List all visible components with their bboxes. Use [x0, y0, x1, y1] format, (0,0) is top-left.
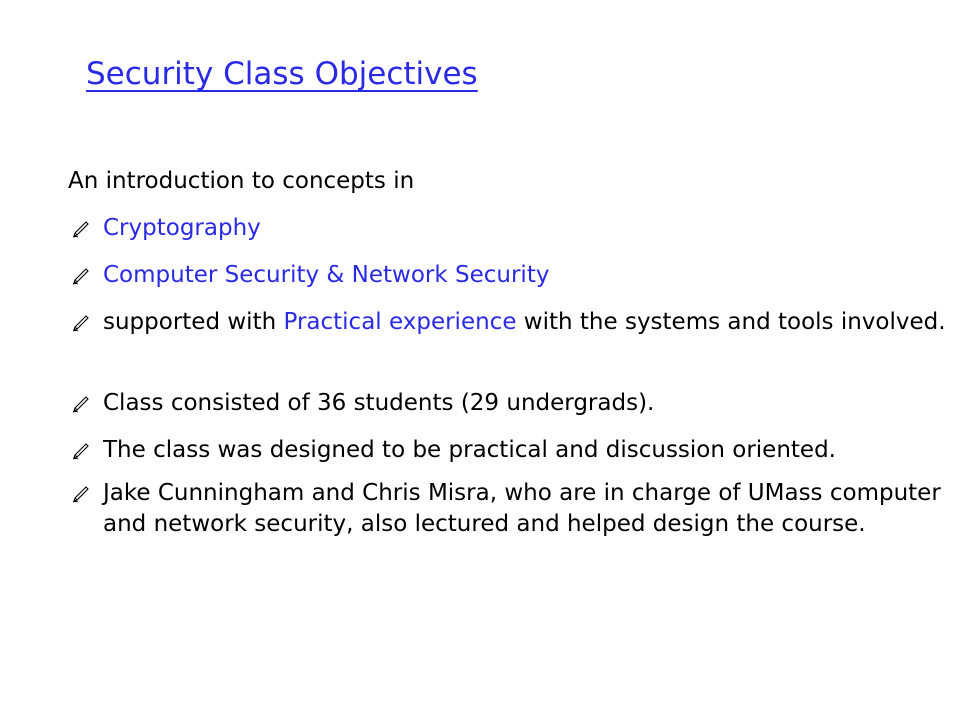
pen-writing-icon — [72, 267, 90, 285]
intro-text: An introduction to concepts in — [68, 168, 415, 194]
bullet-list — [68, 213, 948, 540]
pen-writing-icon — [72, 220, 90, 238]
pen-writing-icon — [72, 442, 90, 460]
bullet-text-lecturers: Jake Cunningham and Chris Misra, who are in charge of UMass computer and network security, also lectured and helped design the course. — [103, 480, 941, 537]
bullet-text-cryptography: Cryptography — [103, 215, 261, 241]
slide-title: Security Class Objectives — [86, 56, 478, 92]
slide-body — [68, 166, 948, 540]
pen-writing-icon — [72, 314, 90, 332]
bullet-text-computer-network-security: Computer Security & Network Security — [103, 262, 550, 288]
bullet-class-design — [68, 435, 948, 466]
bullet-text-class-size: Class consisted of 36 students (29 undergrads). — [103, 390, 655, 416]
bullet-class-size — [68, 388, 948, 419]
bullet-lecturers — [68, 478, 948, 540]
bullet-text-class-design: The class was designed to be practical and discussion oriented. — [103, 437, 836, 463]
pen-writing-icon — [72, 485, 90, 503]
bullet-text-practical-suffix: with the systems and tools involved. — [516, 309, 946, 335]
pen-writing-icon — [72, 395, 90, 413]
bullet-practical-experience — [68, 307, 948, 338]
bullet-computer-network-security — [68, 260, 948, 291]
bullet-cryptography — [68, 213, 948, 244]
bullet-text-practical-highlight: Practical experience — [283, 309, 517, 335]
bullet-text-practical-prefix: supported with — [103, 309, 284, 335]
